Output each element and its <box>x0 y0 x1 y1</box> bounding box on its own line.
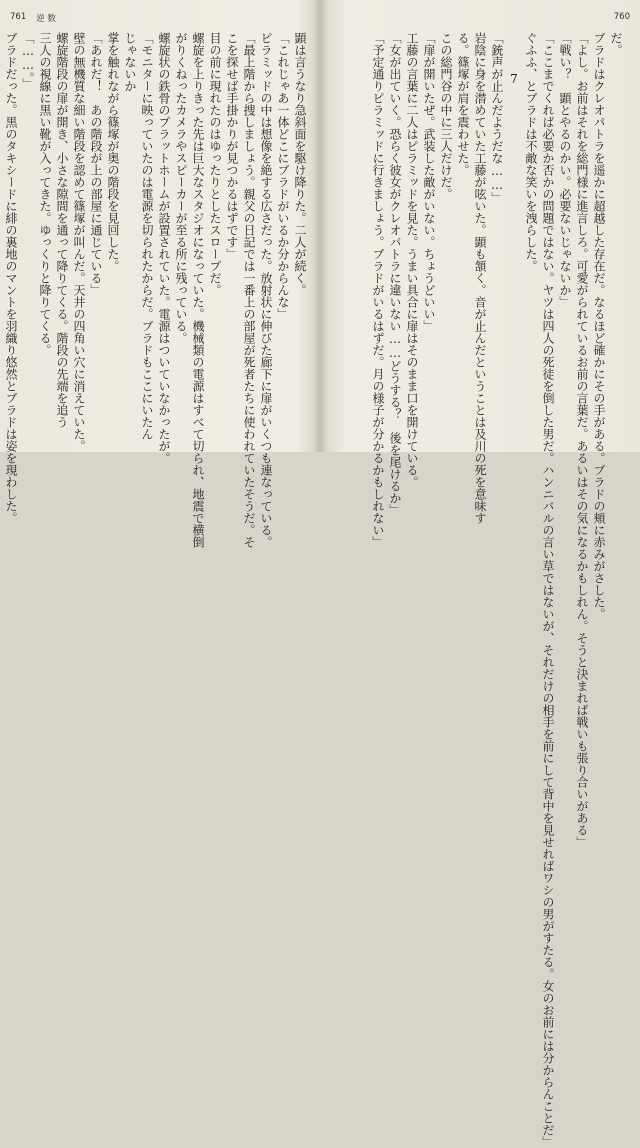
section-number: 7 <box>507 72 521 86</box>
text-line: ブラドだった。黒のタキシードに緋の裏地のマントを羽織り悠然とブラドは姿を現わした。 <box>4 32 18 524</box>
left-page-body <box>4 32 308 548</box>
text-line: ぐふふ、とブラドは不敵な笑いを洩らした。 <box>524 32 538 272</box>
text-line: 「よし。お前はそれを総門様に進言しろ。可愛がられているお前の言葉だ。あるいはその気になるかもしれん。そうと決まれば戦いも張り合いがある」 <box>575 32 589 848</box>
text-line: 「あれだ！ あの階段が上の部屋に通じている」 <box>89 32 103 296</box>
text-line: 岩陰に身を潜めていた工藤が呟いた。顕も頷く。音が止んだということは及川の死を意味す <box>473 32 487 524</box>
text-line: 「……。」 <box>21 32 35 90</box>
text-line: 顕は言うなり急斜面を駆け降りた。二人が続く。 <box>293 32 307 296</box>
text-line: る。篠塚が肩を震わせた。 <box>456 32 470 176</box>
text-line: 「ここまでくれば必要か否かの問題ではない。ヤツは四人の死徒を倒した男だ。ハンニバルの言い草ではないが、それだけの相手を前にして背中を見せればワシの男がすたる。女のお前には分からんことだ」 <box>541 32 555 1148</box>
text-line: 「扉が開いたぜ。武装した敵がいない。ちょうどいい」 <box>422 32 436 332</box>
right-page-body <box>334 32 624 1148</box>
text-line: 工藤の言葉に二人はピラミッドを見た。うまい具合に扉はそのまま口を開けている。 <box>405 32 419 488</box>
text-line: 螺旋を上りきった先は巨大なスタジオになっていた。機械類の電源はすべて切られ、地震で横倒 <box>191 32 205 548</box>
text-line: ピラミッドの中は想像を絶する広さだった。放射状に伸びた廊下に扉がいくつも連なっている。 <box>259 32 273 548</box>
text-line: だ。 <box>609 32 623 56</box>
text-line: 螺旋状の鉄骨のプラットホームが設置されていた。電源はついていなかったが。 <box>157 32 171 464</box>
text-line: 「モニターに映っていたのは電源を切られたからだ。ブラドもここにいたん <box>140 32 154 440</box>
text-line: 「これじゃあ一体どこにブラドがいるか分からんな」 <box>276 32 290 320</box>
text-line: こを探せば手掛かりが見つかるはずです」 <box>225 32 239 260</box>
text-line: 「銃声が止んだようだな……」 <box>490 32 504 204</box>
text-line: がりくねったカメラやスピーカーが至る所に残っている。 <box>174 32 188 344</box>
left-page-header <box>10 12 56 24</box>
left-page-number: 761 <box>10 12 27 22</box>
left-page <box>0 0 316 548</box>
text-line: 目の前に現れたのはゆったりとしたスロープだ。 <box>208 32 222 296</box>
text-line: ブラドはクレオパトラを遥かに超越した存在だ。なるほど確かにその手がある。ブラドの頬に赤みがさした。 <box>592 32 606 620</box>
running-title: 逆 数 <box>36 14 56 24</box>
right-page <box>324 0 640 1148</box>
text-line: 三人の視線に黒い靴が入ってきた。ゆっくりと降りてくる。 <box>38 32 52 356</box>
text-line: 壁の無機質な細い階段を認めて篠塚が叫んだ。天井の四角い穴に消えていた。 <box>72 32 86 452</box>
text-line: 螺旋階段の扉が開き、小さな隙間を通って降りてくる。階段の先端を追う <box>55 32 69 428</box>
text-line: 「最上階から捜しましょう。親父の日記では一番上の部屋が死者たちに使われていたそうだ。そ <box>242 32 256 548</box>
right-page-number: 760 <box>613 12 630 22</box>
text-line: この総門谷の中に三人だけだ。 <box>439 32 453 200</box>
right-page-header <box>614 12 630 22</box>
text-line: じゃないか <box>123 32 137 92</box>
text-line: 掌を触れながら篠塚が奥の階段を見回した。 <box>106 32 120 272</box>
text-line: 「女が出ていく。恐らく彼女がクレオパトラに違いない……どうする？ 後を尾けるか」 <box>388 32 402 516</box>
text-line: 「予定通りピラミッドに行きましょう。ブラドがいるはずだ。月の様子が分かるかもしれない」 <box>371 32 385 548</box>
text-line: 「戦い？ 顕とやるのかい。必要ないじゃないか」 <box>558 32 572 308</box>
